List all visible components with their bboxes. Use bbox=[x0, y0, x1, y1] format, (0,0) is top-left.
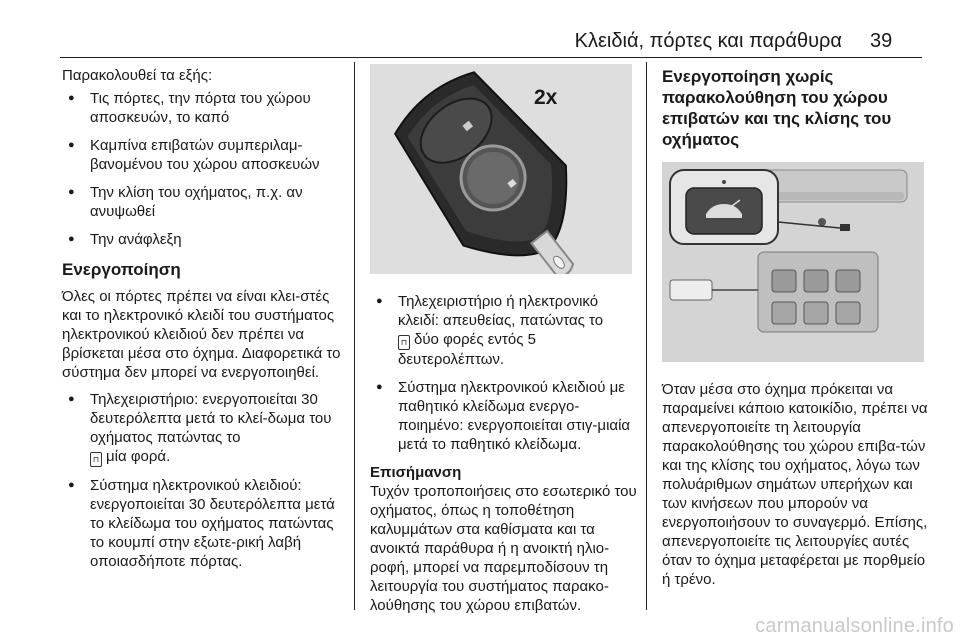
deactivation-paragraph: Όταν μέσα στο όχημα πρόκειται να παραμείνει κάποιο κατοικίδιο, πρέπει να απενεργοποιείτε τη λειτουργία παρακολούθησης του χώρου επιβα-τών και της κλίσης του οχήματος, λόγω των πολυάριθμων σημάτων υπερήχων και των κινήσεων που μπορούν να ενεργοποιήσουν το συναγερμό. Επίσης, απενεργοποιείτε τις λειτουργίες αυτές όταν το όχημα μεταφέρεται με πορθμείο ή τρένο. bbox=[662, 381, 928, 588]
remote-text-end: μία φορά. bbox=[106, 448, 171, 465]
key-fob-illustration bbox=[370, 64, 632, 274]
list-item: ● Καμπίνα επιβατών συμπεριλαμ-βανομένου του χώρου αποσκευών bbox=[62, 136, 348, 174]
list-item: ● Την κλίση του οχήματος, π.χ. αν ανυψωθεί bbox=[62, 183, 348, 221]
column-2 bbox=[370, 64, 638, 615]
list-item: ● Σύστημα ηλεκτρονικού κλειδιού με παθητικό κλείδωμα ενεργο-ποιημένο: ενεργοποιείται στιγ-μιαία μετά το παθητικό κλείδωμα. bbox=[370, 378, 638, 454]
lock-key-icon: ⊓ bbox=[398, 335, 410, 350]
lock-key-icon: ⊓ bbox=[90, 452, 102, 467]
activation-list bbox=[62, 390, 348, 571]
note-text: Τυχόν τροποποιήσεις στο εσωτερικό του οχήματος, όπως η τοποθέτηση καλυμμάτων στα καθίσματα και τα ανοικτά παράθυρα ή η ανοικτή ηλιο-ροφή, μπορεί να παρεμποδίσουν τη λειτουργία του συστήματος παρακο-λούθησης του χώρου επιβατών. bbox=[370, 483, 637, 614]
list-item bbox=[370, 292, 638, 369]
overhead-console-illustration bbox=[662, 162, 924, 362]
bullet-text-end: δύο φορές εντός 5 δευτερολέπτων. bbox=[398, 331, 536, 368]
intro-text: Παρακολουθεί τα εξής: bbox=[62, 67, 213, 84]
column-3 bbox=[662, 66, 932, 589]
header-rule bbox=[60, 57, 922, 58]
column-divider-2 bbox=[646, 62, 647, 610]
section-heading-deactivation: Ενεργοποίηση χωρίς παρακολούθηση του χώρου επιβατών και της κλίσης του οχήματος bbox=[662, 67, 892, 149]
page-number: 39 bbox=[870, 30, 893, 52]
direct-activation-list bbox=[370, 292, 638, 454]
figure-label-2x: 2x bbox=[534, 86, 558, 109]
watermark: carmanualsonline.info bbox=[755, 615, 954, 637]
list-item: ● Σύστημα ηλεκτρονικού κλειδιού: ενεργοποιείται 30 δευτερόλεπτα μετά το κλείδωμα του οχήματος πατώντας το κουμπί στην εξωτε-ρική λαβή οποιασδήποτε πόρτας. bbox=[62, 476, 348, 571]
key-fob-figure bbox=[370, 64, 632, 274]
column-1 bbox=[62, 66, 348, 580]
activation-paragraph: Όλες οι πόρτες πρέπει να είναι κλει-στές και το ηλεκτρονικό κλειδί του συστήματος ηλεκτρονικού κλειδιού δεν πρέπει να βρίσκεται μέσα στο όχημα. Διαφορετικά το σύστημα δεν μπορεί να ενεργοποιηθεί. bbox=[62, 288, 341, 381]
column-divider-1 bbox=[354, 62, 355, 610]
list-item bbox=[62, 390, 348, 467]
bullet-text: Τηλεχειριστήριο ή ηλεκτρονικό κλειδί: απευθείας, πατώντας το bbox=[398, 293, 604, 329]
page-header-title: Κλειδιά, πόρτες και παράθυρα bbox=[574, 30, 842, 52]
list-item: ● Την ανάφλεξη bbox=[62, 230, 348, 249]
overhead-console-figure bbox=[662, 162, 924, 362]
list-item: ● Τις πόρτες, την πόρτα του χώρου αποσκευών, το καπό bbox=[62, 89, 348, 127]
monitored-list bbox=[62, 89, 348, 249]
note-title: Επισήμανση bbox=[370, 464, 462, 481]
remote-text: Τηλεχειριστήριο: ενεργοποιείται 30 δευτερόλεπτα μετά το κλεί-δωμα του οχήματος πατώντας το bbox=[90, 391, 332, 446]
section-heading-activation: Ενεργοποίηση bbox=[62, 260, 181, 279]
